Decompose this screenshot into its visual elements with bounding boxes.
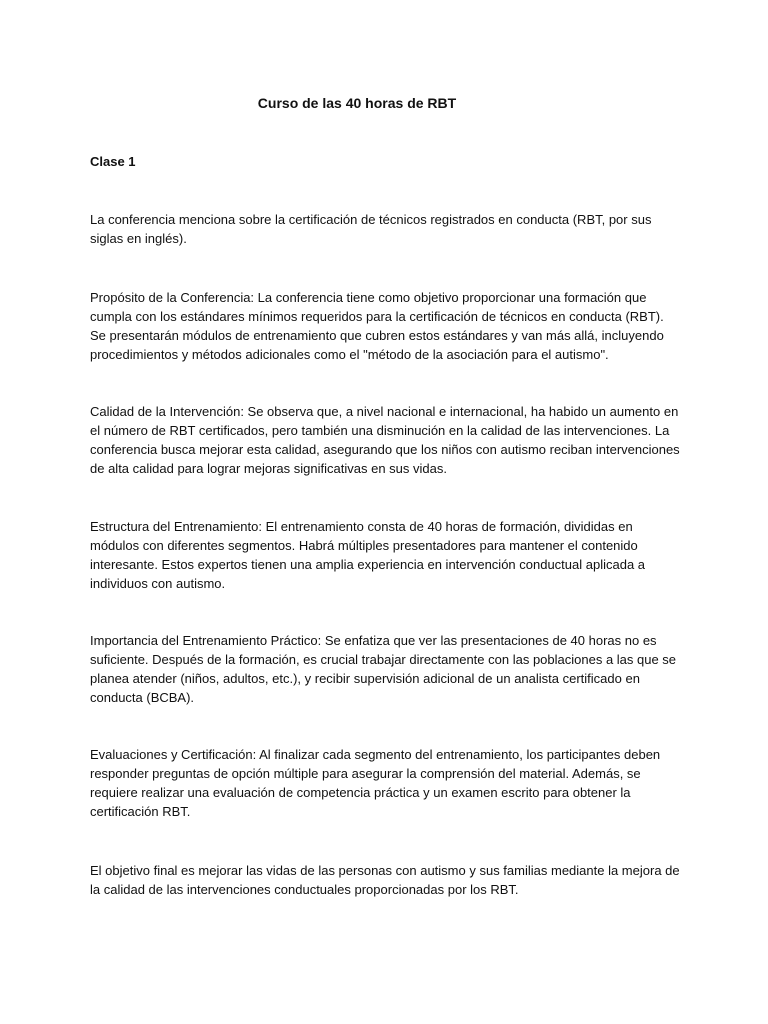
- paragraph-quality: Calidad de la Intervención: Se observa que, a nivel nacional e internacional, ha habido un aumento en el número de RBT certificados, pero también una disminución en la calidad de las intervenciones. La conferencia busca mejorar esta calidad, asegurando que los niños con autismo reciban intervenciones de alta calidad para lograr mejoras significativas en sus vidas.: [90, 404, 680, 476]
- paragraph-goal: El objetivo final es mejorar las vidas de las personas con autismo y sus familias mediante la mejora de la calidad de las intervenciones conductuales proporcionadas por los RBT.: [90, 863, 680, 897]
- paragraph-purpose: Propósito de la Conferencia: La conferencia tiene como objetivo proporcionar una formación que cumpla con los estándares mínimos requeridos para la certificación de técnicos en conducta (RBT). Se presentarán módulos de entrenamiento que cubren estos estándares y van más allá, incluyendo procedimientos y métodos adicionales como el "método de la asociación para el autismo".: [90, 290, 664, 362]
- document-title: Curso de las 40 horas de RBT: [257, 95, 457, 111]
- paragraph-structure: Estructura del Entrenamiento: El entrenamiento consta de 40 horas de formación, divididas en módulos con diferentes segmentos. Habrá múltiples presentadores para mantener el contenido interesante. Estos expertos tienen una amplia experiencia en intervención conductual aplicada a individuos con autismo.: [90, 519, 646, 591]
- class-heading: Clase 1: [90, 154, 136, 169]
- paragraph-evaluation: Evaluaciones y Certificación: Al finalizar cada segmento del entrenamiento, los participantes deben responder preguntas de opción múltiple para asegurar la comprensión del material. Además, se requiere realizar una evaluación de competencia práctica y un examen escrito para obtener la certificación RBT.: [90, 747, 661, 819]
- paragraph-practice: Importancia del Entrenamiento Práctico: Se enfatiza que ver las presentaciones de 40 horas no es suficiente. Después de la formación, es crucial trabajar directamente con las poblaciones a las que se planea atender (niños, adultos, etc.), y recibir supervisión adicional de un analista certificado en conducta (BCBA).: [90, 633, 677, 705]
- paragraph-intro: La conferencia menciona sobre la certificación de técnicos registrados en conducta (RBT, por sus siglas en inglés).: [90, 212, 652, 246]
